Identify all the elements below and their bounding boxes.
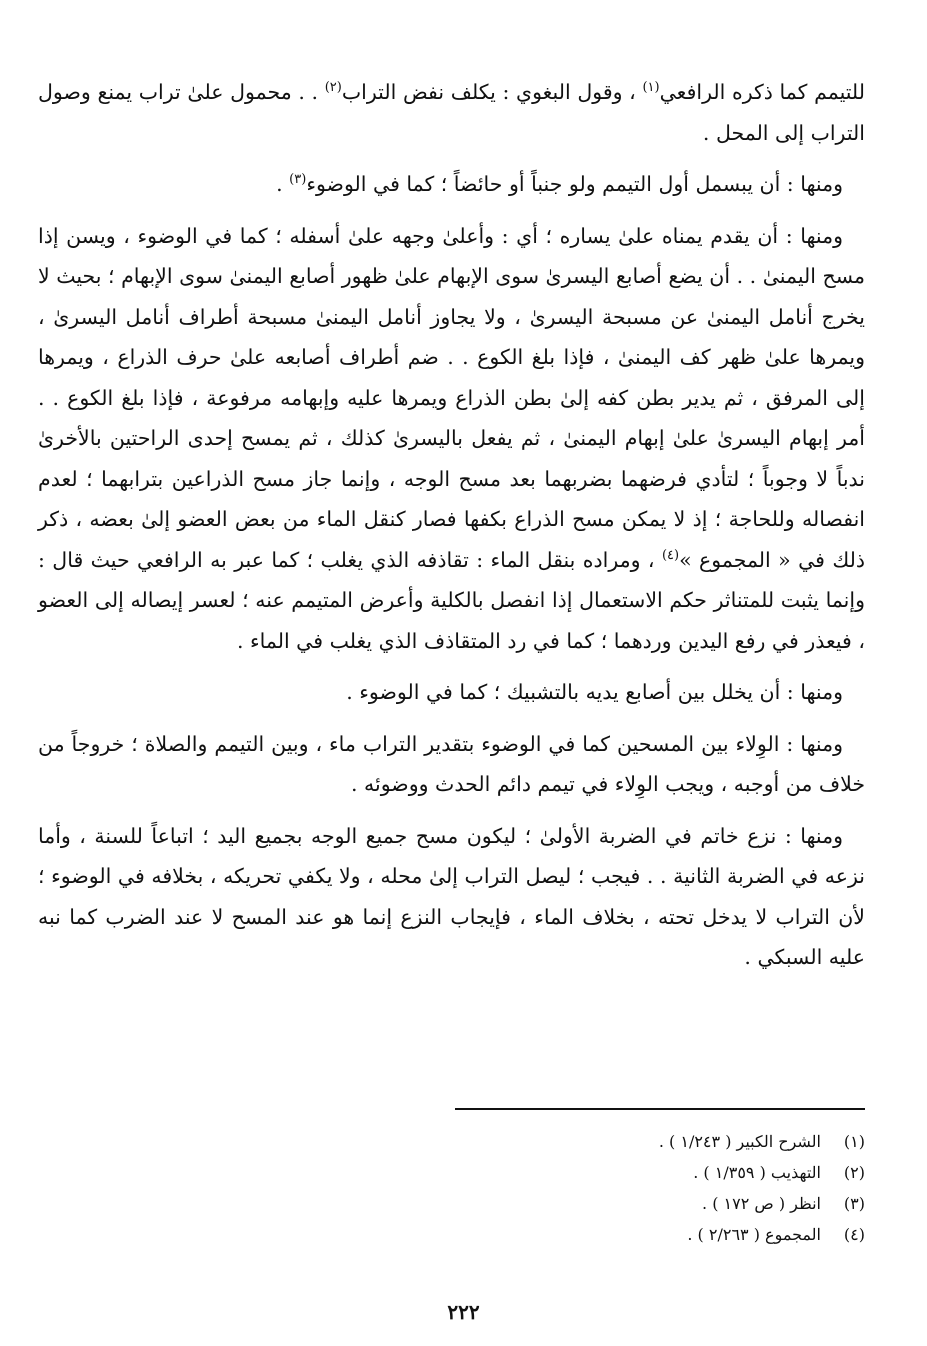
footnote-number: (٣) bbox=[843, 1194, 865, 1213]
paragraph-1-text-a: للتيمم كما ذكره الرافعي bbox=[659, 80, 865, 104]
paragraph-3-text-a: ومنها : أن يقدم يمناه علىٰ يساره ؛ أي : وأعلىٰ وجهه علىٰ أسفله ؛ كما في الوضوء ، ويسن إذا مسح اليمنىٰ . . أن يضع أصابع اليسرىٰ سوى الإبهام علىٰ ظهور أصابع اليمنىٰ سوى الإبهام ؛ بحيث لا يخرج أنامل اليمنىٰ عن مسبحة اليسرىٰ ، ولا يجاوز أنامل اليمنىٰ مسبحة أطراف أنامل اليسرىٰ ، ويمرها علىٰ ظهر كف اليمنىٰ ، فإذا بلغ الكوع . . ضم أطراف أصابعه علىٰ حرف الذراع ، ويمرها إلى المرفق ، ثم يدير بطن كفه إلىٰ بطن الذراع ويمرها عليه وإبهامه مرفوعة ، فإذا بلغ الكوع . . أمر إبهام اليسرىٰ علىٰ إبهام اليمنىٰ ، ثم يفعل باليسرىٰ كذلك ، ثم يمسح إحدى الراحتين بالأخرىٰ ندباً لا وجوباً ؛ لتأدي فرضهما بضربهما بعد مسح الوجه ، وإنما جاز مسح الذراعين بترابهما ؛ لعدم انفصاله وللحاجة ؛ إذ لا يمكن مسح الذراع بكفها فصار كنقل الماء من بعض العضو إلىٰ بعضه ، ذكر ذلك في « المجموع » bbox=[38, 223, 865, 572]
paragraph-1-text-b: ، وقول البغوي : يكلف نفض التراب bbox=[341, 80, 636, 104]
paragraph-2-text-a: ومنها : أن يبسمل أول التيمم ولو جنباً أو حائضاً ؛ كما في الوضوء bbox=[306, 172, 843, 196]
footnote-ref-4: (٤) bbox=[661, 547, 680, 563]
paragraph-1-text-c: . . محمول علىٰ تراب يمنع وصول التراب إلى المحل . bbox=[38, 80, 865, 145]
footnote-ref-3: (٣) bbox=[289, 172, 307, 188]
footnote-ref-1: (١) bbox=[642, 80, 660, 96]
paragraph-4: ومنها : أن يخلل بين أصابع يديه بالتشبيك ؛ كما في الوضوء . bbox=[346, 680, 843, 704]
footnote-text: التهذيب ( ١/٣٥٩ ) . bbox=[693, 1163, 821, 1182]
page-body bbox=[38, 72, 865, 989]
footnote-number: (٢) bbox=[843, 1163, 865, 1182]
footnote-number: (٤) bbox=[843, 1225, 865, 1244]
paragraph-3 bbox=[38, 216, 865, 662]
paragraph-2-text-b: . bbox=[276, 172, 283, 196]
footnote-number: (١) bbox=[843, 1132, 865, 1151]
footnote-text: المجموع ( ٢/٢٦٣ ) . bbox=[687, 1225, 821, 1244]
paragraph-2 bbox=[38, 164, 865, 205]
paragraph-6: ومنها : نزع خاتم في الضربة الأولىٰ ؛ ليكون مسح جميع الوجه بجميع اليد ؛ اتباعاً للسنة ، وأما نزعه في الضربة الثانية . . فيجب ؛ ليصل التراب إلىٰ محله ، ولا يكفي تحريكه ، بخلافه في الوضوء ؛ لأن التراب لا يدخل تحته ، بخلاف الماء ، فإيجاب النزع إنما هو عند المسح لا عند الضرب كما نبه عليه السبكي . bbox=[38, 823, 865, 969]
footnote-item bbox=[265, 1188, 865, 1219]
footnote-ref-2: (٢) bbox=[324, 80, 342, 96]
footnote-item bbox=[265, 1157, 865, 1188]
footnote-item bbox=[265, 1126, 865, 1157]
footnote-item bbox=[265, 1219, 865, 1250]
footnote-text: الشرح الكبير ( ١/٢٤٣ ) . bbox=[658, 1132, 821, 1151]
paragraph-3-text-b: ، ومراده بنقل الماء : تقاذفه الذي يغلب ؛ كما عبر به الرافعي حيث قال : وإنما يثبت للمتناثر حكم الاستعمال إذا انفصل بالكلية وأعرض المتيمم عنه ؛ لعسر إيصاله إلى العضو ، فيعذر في رفع اليدين وردهما ؛ كما في رد المتقاذف الذي يغلب في الماء . bbox=[38, 547, 865, 653]
footnotes bbox=[265, 1126, 865, 1250]
paragraph-5: ومنها : الوِلاء بين المسحين كما في الوضوء بتقدير التراب ماء ، وبين التيمم والصلاة ؛ خروجاً من خلاف من أوجبه ، ويجب الوِلاء في تيمم دائم الحدث ووضوئه . bbox=[38, 731, 865, 796]
page-number: ٢٢٢ bbox=[447, 1300, 480, 1324]
footnote-divider bbox=[455, 1108, 865, 1110]
footnote-text: انظر ( ص ١٧٢ ) . bbox=[702, 1194, 821, 1213]
paragraph-1 bbox=[38, 72, 865, 153]
